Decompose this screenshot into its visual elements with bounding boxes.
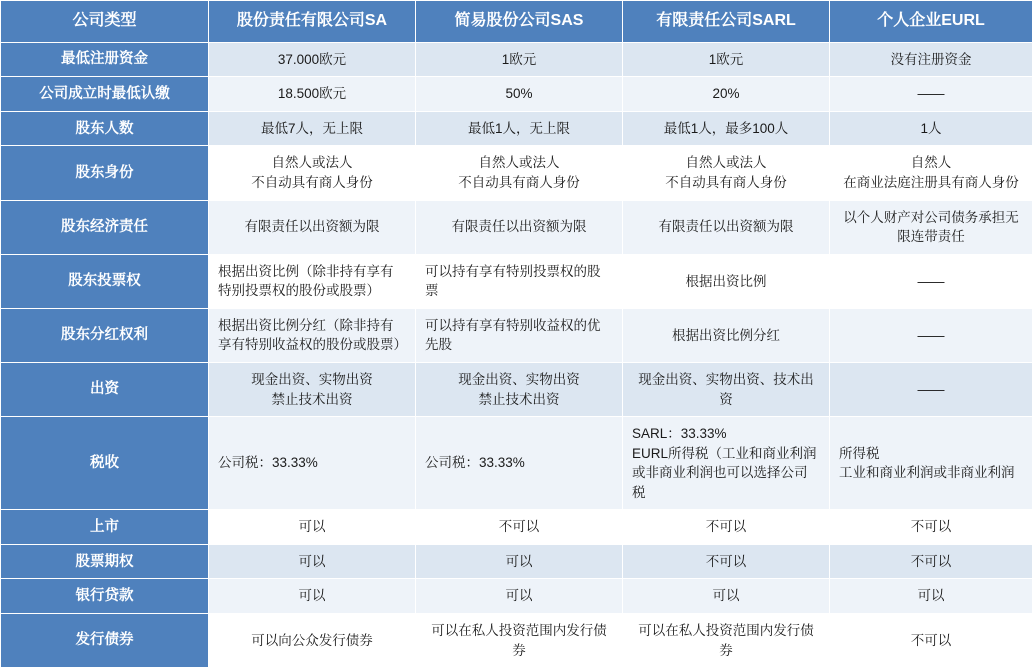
table-cell: 37.000欧元 bbox=[209, 42, 416, 77]
row-header: 上市 bbox=[1, 510, 209, 545]
table-cell: 可以 bbox=[416, 579, 623, 614]
table-cell: 可以在私人投资范围内发行债券 bbox=[623, 614, 830, 668]
table-row bbox=[1, 614, 1032, 668]
table-cell: 可以 bbox=[209, 510, 416, 545]
table-cell: 可以持有享有特别收益权的优先股 bbox=[416, 308, 623, 362]
table-row bbox=[1, 77, 1032, 112]
table-cell: 可以持有享有特别投票权的股票 bbox=[416, 254, 623, 308]
table-cell: 以个人财产对公司债务承担无限连带责任 bbox=[830, 200, 1032, 254]
column-header-type: 公司类型 bbox=[1, 1, 209, 43]
row-header: 公司成立时最低认缴 bbox=[1, 77, 209, 112]
table-cell: 可以 bbox=[623, 579, 830, 614]
table-cell: 1欧元 bbox=[623, 42, 830, 77]
table-cell: 自然人或法人 不自动具有商人身份 bbox=[416, 146, 623, 200]
column-header-sa: 股份责任有限公司SA bbox=[209, 1, 416, 43]
row-header: 最低注册资金 bbox=[1, 42, 209, 77]
table-row bbox=[1, 111, 1032, 146]
table-cell: 有限责任以出资额为限 bbox=[416, 200, 623, 254]
row-header: 股票期权 bbox=[1, 544, 209, 579]
table-cell: 最低7人，无上限 bbox=[209, 111, 416, 146]
table-cell: 可以 bbox=[209, 544, 416, 579]
table-cell: 可以 bbox=[416, 544, 623, 579]
table-header-row bbox=[1, 1, 1032, 43]
table-row bbox=[1, 510, 1032, 545]
table-cell: 所得税 工业和商业利润或非商业利润 bbox=[830, 417, 1032, 510]
table-cell: 不可以 bbox=[830, 614, 1032, 668]
table-cell: 可以 bbox=[830, 579, 1032, 614]
table-cell: 公司税：33.33% bbox=[416, 417, 623, 510]
table-cell: 公司税：33.33% bbox=[209, 417, 416, 510]
column-header-eurl: 个人企业EURL bbox=[830, 1, 1032, 43]
table-row bbox=[1, 146, 1032, 200]
row-header: 银行贷款 bbox=[1, 579, 209, 614]
column-header-sarl: 有限责任公司SARL bbox=[623, 1, 830, 43]
row-header: 股东身份 bbox=[1, 146, 209, 200]
row-header: 股东分红权利 bbox=[1, 308, 209, 362]
table-cell: SARL：33.33% EURL所得税（工业和商业利润或非商业利润也可以选择公司税 bbox=[623, 417, 830, 510]
table-cell: 根据出资比例 bbox=[623, 254, 830, 308]
table-cell: 可以在私人投资范围内发行债券 bbox=[416, 614, 623, 668]
table-body bbox=[1, 42, 1032, 667]
table-cell: 可以向公众发行债券 bbox=[209, 614, 416, 668]
table-cell: 没有注册资金 bbox=[830, 42, 1032, 77]
table-cell: 不可以 bbox=[830, 510, 1032, 545]
table-row bbox=[1, 200, 1032, 254]
row-header: 股东投票权 bbox=[1, 254, 209, 308]
table-row bbox=[1, 417, 1032, 510]
table-row bbox=[1, 254, 1032, 308]
table-cell: 自然人或法人 不自动具有商人身份 bbox=[623, 146, 830, 200]
table-cell: 根据出资比例分红（除非持有享有特别收益权的股份或股票） bbox=[209, 308, 416, 362]
table-row bbox=[1, 579, 1032, 614]
row-header: 股东人数 bbox=[1, 111, 209, 146]
table-cell: 不可以 bbox=[623, 544, 830, 579]
table-row bbox=[1, 308, 1032, 362]
table-cell: 可以 bbox=[209, 579, 416, 614]
row-header: 发行债券 bbox=[1, 614, 209, 668]
row-header: 股东经济责任 bbox=[1, 200, 209, 254]
table-cell: 有限责任以出资额为限 bbox=[209, 200, 416, 254]
table-cell: 现金出资、实物出资、技术出资 bbox=[623, 362, 830, 416]
table-cell: 不可以 bbox=[416, 510, 623, 545]
table-cell: 自然人或法人 不自动具有商人身份 bbox=[209, 146, 416, 200]
table-row bbox=[1, 544, 1032, 579]
table-cell: 20% bbox=[623, 77, 830, 112]
table-cell: 1欧元 bbox=[416, 42, 623, 77]
table-cell: 有限责任以出资额为限 bbox=[623, 200, 830, 254]
table-cell: 不可以 bbox=[830, 544, 1032, 579]
row-header: 出资 bbox=[1, 362, 209, 416]
table-cell: 自然人 在商业法庭注册具有商人身份 bbox=[830, 146, 1032, 200]
table-cell: 现金出资、实物出资 禁止技术出资 bbox=[209, 362, 416, 416]
table-cell: —— bbox=[830, 362, 1032, 416]
table-row bbox=[1, 362, 1032, 416]
table-cell: —— bbox=[830, 77, 1032, 112]
table-cell: 最低1人，无上限 bbox=[416, 111, 623, 146]
table-cell: 18.500欧元 bbox=[209, 77, 416, 112]
table-cell: 最低1人，最多100人 bbox=[623, 111, 830, 146]
table-row bbox=[1, 42, 1032, 77]
table-cell: —— bbox=[830, 254, 1032, 308]
column-header-sas: 简易股份公司SAS bbox=[416, 1, 623, 43]
table-cell: 根据出资比例（除非持有享有特别投票权的股份或股票） bbox=[209, 254, 416, 308]
table-cell: 根据出资比例分红 bbox=[623, 308, 830, 362]
table-cell: 现金出资、实物出资 禁止技术出资 bbox=[416, 362, 623, 416]
table-cell: 1人 bbox=[830, 111, 1032, 146]
table-cell: —— bbox=[830, 308, 1032, 362]
table-cell: 50% bbox=[416, 77, 623, 112]
table-cell: 不可以 bbox=[623, 510, 830, 545]
row-header: 税收 bbox=[1, 417, 209, 510]
